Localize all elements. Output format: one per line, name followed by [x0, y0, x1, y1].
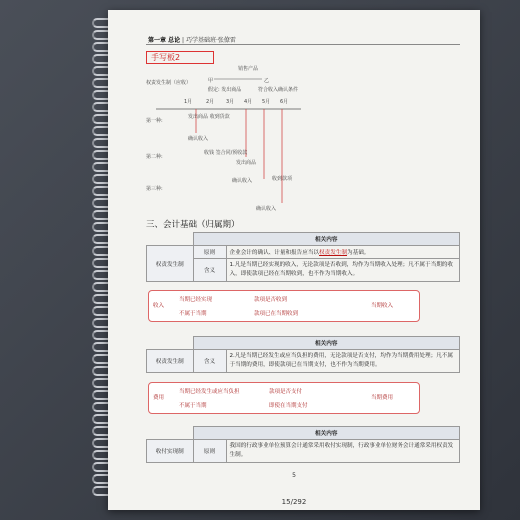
timeline-figure: 权责发生制（应收） 甲 销售产品 乙 假定: 发出商品 符合收入确认条件 1月 2月 3月 4月 5月 6月 第一种: 发出商品 收到货款 确认收入 第二种: 收钱 签合同/预收款 发出商品 确认收入 第三种: 收到款项 确认收入 — [146, 65, 306, 215]
timeline-arrows — [146, 65, 306, 215]
document-page — [108, 10, 480, 510]
page-counter: 15/292 — [281, 498, 307, 506]
table-accrual-2: 相关内容 权责发生制 含义 2.凡是当期已经发生或应当负担的费用，无论款项是否支付，均作为当期费用处理；凡不属于当期的费用，即使款项已在当期支付，也不作为当期费用。 — [146, 336, 460, 373]
table-accrual-1: 相关内容 权责发生制 原则 企业会计的确认、计量和报告应当以权责发生制为基础。 含义 1.凡是当期已经实现的收入，无论款项是否收到，均作为当期收入处理；凡不属于当期的收入，即使款项已经在当期收到，也不作为当期收入。 — [146, 232, 460, 282]
header-rule — [146, 44, 460, 45]
section-title: 三、会计基础（归属期） — [146, 220, 240, 230]
subtitle: 巧学基础班·张僚雷 — [185, 37, 236, 44]
page-header: 第一章 总论 | 巧学基础班·张僚雷 — [148, 37, 236, 44]
handwrite-tag: 手写板2 — [146, 51, 214, 64]
expense-summary-box: 费用 当期已经发生或应当负担 款项是否支付 不属于当期 即使在当期支付 当期费用 — [148, 382, 420, 414]
income-summary-box: 收入 当期已经实现 款项是否收到 不属于当期 款项已在当期收到 当期收入 — [148, 290, 420, 322]
chapter-title: 第一章 总论 — [148, 37, 181, 44]
page-number-small: 5 — [292, 472, 296, 479]
table-cash-basis: 相关内容 收付实现制 原则 我国的行政事业单位预算会计通常采用收付实现制，行政事业单位财务会计通常采用权责发生制。 — [146, 426, 460, 463]
